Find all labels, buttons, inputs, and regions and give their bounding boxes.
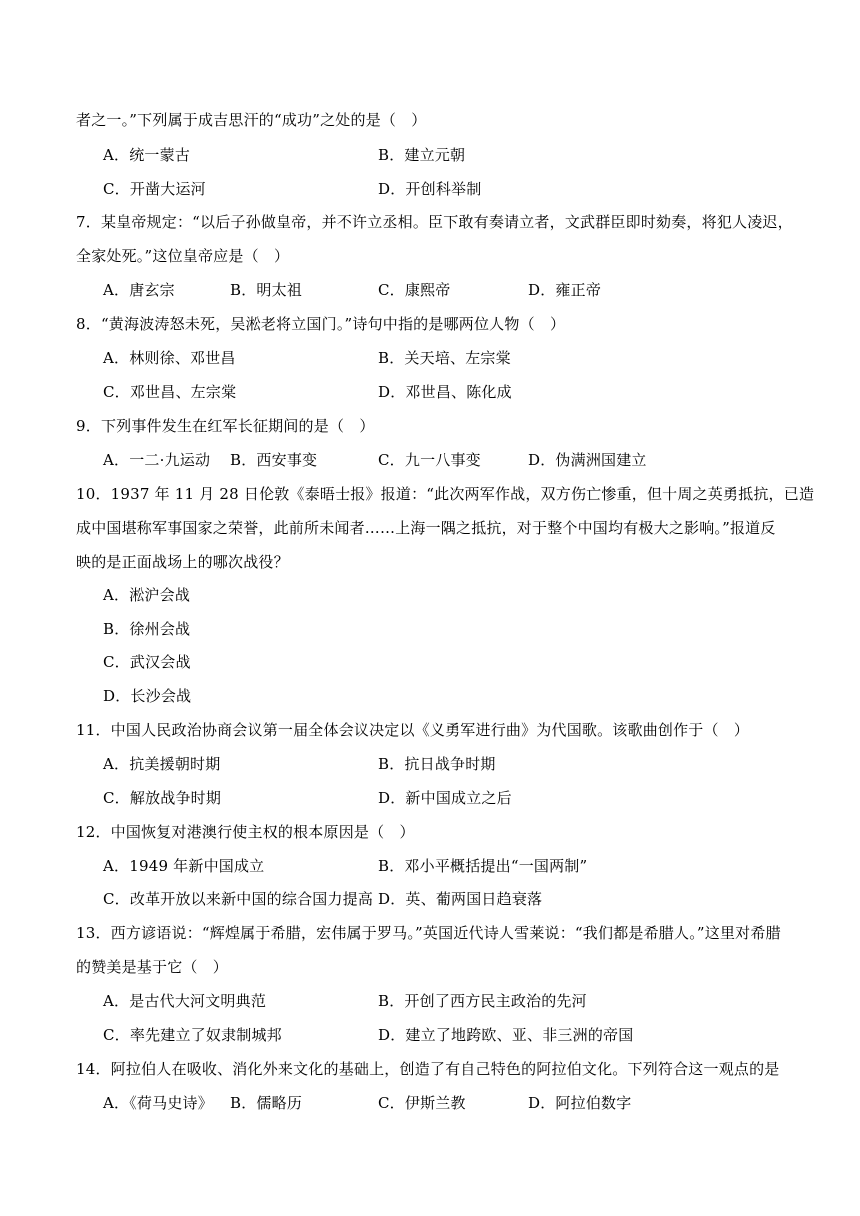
q8-option-a: A．林则徐、邓世昌 (103, 349, 236, 367)
q6-option-b: B．建立元朝 (378, 146, 466, 164)
q12-option-d: D．英、葡两国日趋衰落 (378, 890, 543, 908)
q13-option-a: A．是古代大河文明典范 (103, 992, 267, 1010)
question-10-text-cont-1: 成中国堪称军事国家之荣誉，此前所未闻者……上海一隅之抵抗，对于整个中国均有极大之影响。”报道反 (76, 519, 776, 537)
question-6-text: 者之一。”下列属于成吉思汗的“成功”之处的是（ ） (76, 111, 427, 129)
q6-option-c: C．开凿大运河 (103, 180, 206, 198)
q13-option-d: D．建立了地跨欧、亚、非三洲的帝国 (378, 1026, 634, 1044)
question-10-text: 10．1937 年 11 月 28 日伦敦《泰晤士报》报道：“此次两军作战，双方伤亡惨重，但十周之英勇抵抗，已造 (76, 485, 815, 503)
q11-option-d: D．新中国成立之后 (378, 789, 512, 807)
question-7-text: 7．某皇帝规定：“以后子孙做皇帝，并不许立丞相。臣下敢有奏请立者，文武群臣即时劾奏，将犯人凌迟， (76, 213, 793, 231)
q7-option-b: B．明太祖 (230, 281, 303, 299)
q6-option-d: D．开创科举制 (378, 180, 482, 198)
q11-option-c: C．解放战争时期 (103, 789, 222, 807)
question-10-text-cont-2: 映的是正面战场上的哪次战役？ (76, 553, 289, 571)
question-7-text-cont: 全家处死。”这位皇帝应是（ ） (76, 247, 290, 265)
q9-option-d: D．伪满洲国建立 (528, 451, 647, 469)
q10-option-c: C．武汉会战 (103, 653, 191, 671)
q7-option-a: A．唐玄宗 (103, 281, 175, 299)
q10-option-a: A．淞沪会战 (103, 586, 191, 604)
q14-option-b: B．儒略历 (230, 1094, 303, 1112)
q12-option-c: C．改革开放以来新中国的综合国力提高 (103, 890, 374, 908)
q11-option-b: B．抗日战争时期 (378, 755, 496, 773)
q7-option-d: D．雍正帝 (528, 281, 602, 299)
question-14-text: 14．阿拉伯人在吸收、消化外来文化的基础上，创造了有自己特色的阿拉伯文化。下列符合这一观点的是 (76, 1060, 780, 1078)
q11-option-a: A．抗美援朝时期 (103, 755, 221, 773)
question-12-text: 12．中国恢复对港澳行使主权的根本原因是（ ） (76, 823, 415, 841)
question-9-text: 9．下列事件发生在红军长征期间的是（ ） (76, 417, 375, 435)
q9-option-a: A．一二·九运动 (103, 451, 211, 469)
q8-option-d: D．邓世昌、陈化成 (378, 383, 512, 401)
q13-option-b: B．开创了西方民主政治的先河 (378, 992, 587, 1010)
q14-option-a: A．《荷马史诗》 (103, 1094, 213, 1112)
q9-option-c: C．九一八事变 (378, 451, 481, 469)
q8-option-b: B．关天培、左宗棠 (378, 349, 511, 367)
q12-option-b: B．邓小平概括提出“一国两制” (378, 857, 588, 875)
q8-option-c: C．邓世昌、左宗棠 (103, 383, 237, 401)
q7-option-c: C．康熙帝 (378, 281, 451, 299)
q13-option-c: C．率先建立了奴隶制城邦 (103, 1026, 282, 1044)
question-13-text-cont: 的赞美是基于它（ ） (76, 958, 229, 976)
q12-option-a: A．1949 年新中国成立 (103, 857, 265, 875)
question-8-text: 8．“黄海波涛怒未死，吴淞老将立国门。”诗句中指的是哪两位人物（ ） (76, 315, 566, 333)
q10-option-b: B．徐州会战 (103, 620, 191, 638)
question-13-text: 13．西方谚语说：“辉煌属于希腊，宏伟属于罗马。”英国近代诗人雪莱说：“我们都是希腊人。”这里对希腊 (76, 924, 781, 942)
q14-option-d: D．阿拉伯数字 (528, 1094, 632, 1112)
question-11-text: 11．中国人民政治协商会议第一届全体会议决定以《义勇军进行曲》为代国歌。该歌曲创作于（ ） (76, 721, 750, 739)
q9-option-b: B．西安事变 (230, 451, 318, 469)
q10-option-d: D．长沙会战 (103, 687, 192, 705)
q14-option-c: C．伊斯兰教 (378, 1094, 466, 1112)
q6-option-a: A．统一蒙古 (103, 146, 191, 164)
